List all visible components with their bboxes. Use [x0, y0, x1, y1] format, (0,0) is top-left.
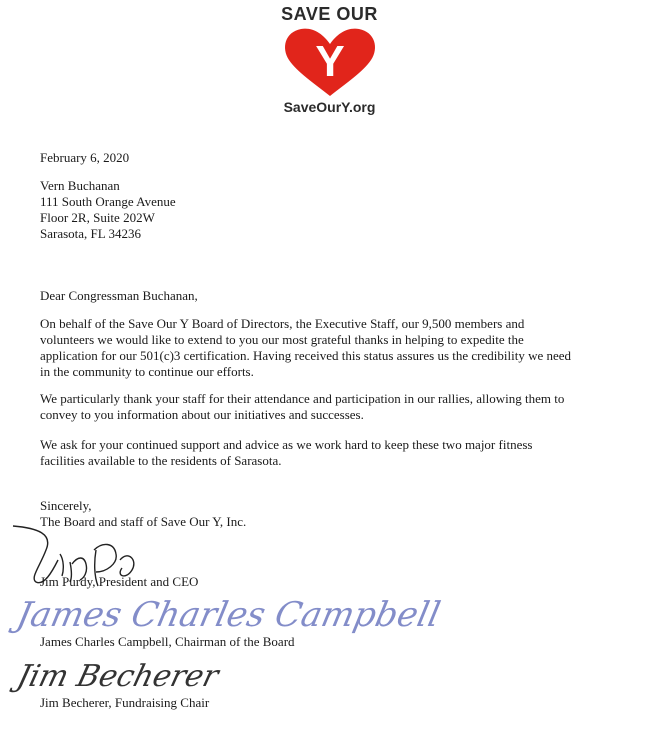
paragraph-line: facilities available to the residents of Sarasota. [40, 453, 282, 468]
body-paragraph-2 [40, 391, 600, 423]
recipient-address [40, 178, 600, 242]
signatory-3-name: Jim Becherer, Fundraising Chair [40, 695, 210, 710]
logo-heart-letter: Y [315, 37, 345, 86]
logo-top-text: SAVE OUR [281, 4, 378, 24]
recipient-city-state-zip: Sarasota, FL 34236 [40, 226, 141, 241]
svg-text:Jim Becherer: Jim Becherer [13, 659, 222, 694]
recipient-address-line2: Floor 2R, Suite 202W [40, 210, 155, 225]
paragraph-line: We ask for your continued support and advice as we work hard to keep these two major fitness [40, 437, 533, 452]
logo-website-text: SaveOurY.org [283, 99, 376, 115]
signatory-2-name: James Charles Campbell, Chairman of the Board [40, 634, 295, 649]
signatory-1-name: Jim Purdy, President and CEO [40, 574, 199, 589]
recipient-address-line1: 111 South Orange Avenue [40, 194, 176, 209]
svg-text:James Charles Campbell: James Charles Campbell [13, 595, 444, 635]
salutation: Dear Congressman Buchanan, [40, 288, 198, 303]
paragraph-line: We particularly thank your staff for their attendance and participation in our rallies, allowing them to [40, 391, 565, 406]
letter-date: February 6, 2020 [40, 150, 130, 165]
body-paragraph-3 [40, 437, 600, 469]
paragraph-line: volunteers we would like to extend to you our most grateful thanks in helping to expedite the [40, 332, 524, 347]
letterhead-logo [0, 0, 659, 120]
paragraph-line: application for our 501(c)3 certification. Having received this status assures us the credibility we need [40, 348, 572, 363]
paragraph-line: in the community to continue our efforts. [40, 364, 254, 379]
body-paragraph-1 [40, 316, 600, 380]
closing-text: Sincerely, [40, 498, 92, 513]
closing-line2: The Board and staff of Save Our Y, Inc. [40, 514, 247, 529]
paragraph-line: On behalf of the Save Our Y Board of Directors, the Executive Staff, our 9,500 members and [40, 316, 525, 331]
heart-logo-icon [275, 26, 385, 98]
recipient-name: Vern Buchanan [40, 178, 120, 193]
paragraph-line: convey to you information about our initiatives and successes. [40, 407, 364, 422]
